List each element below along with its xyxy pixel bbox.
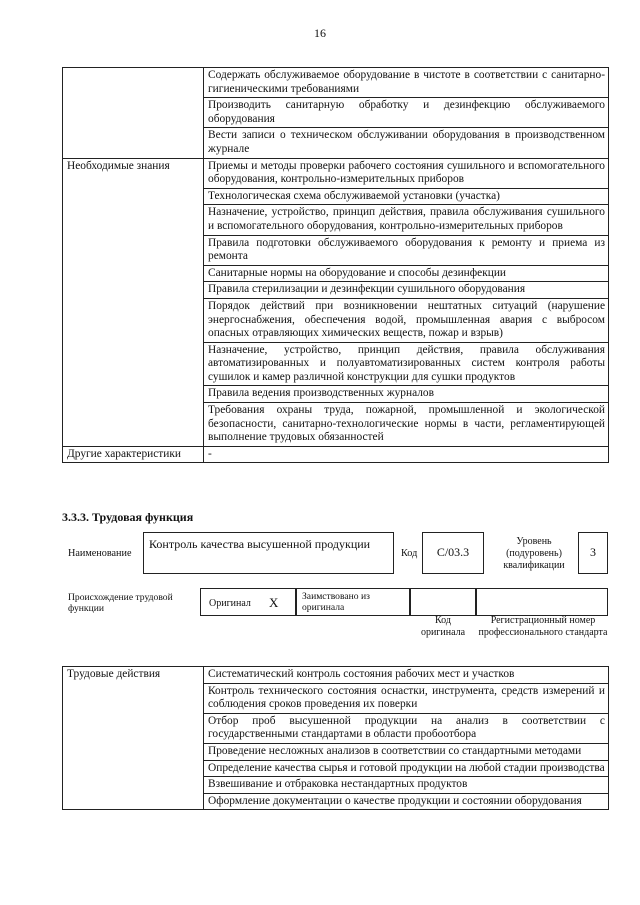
function-name-field: Контроль качества высушенной продукции [143, 532, 394, 574]
list-item: Порядок действий при возникновении нештатных ситуаций (нарушение энергоснабжения, обеспечения водой, промышленная авария с выбросом опасных отравляющих химических веществ, пожар и взрыв) [204, 298, 609, 342]
origin-code-caption: Код оригинала [420, 615, 466, 638]
list-item: Назначение, устройство, принцип действия, правила обслуживания автоматизированных и полуавтоматизированных систем контроля работы сушилок и камер различной конструкции для сушки продуктов [204, 342, 609, 386]
row-label-knowledge: Необходимые знания [63, 158, 204, 446]
original-cell [200, 588, 296, 616]
table-row [63, 446, 609, 463]
table-row [63, 68, 609, 98]
origin-label: Происхождение трудовой функции [68, 592, 173, 614]
code-label: Код [401, 548, 418, 559]
origin-code-cell [410, 588, 476, 616]
level-field: 3 [578, 532, 608, 574]
original-label: Оригинал [209, 598, 251, 609]
list-item: Содержать обслуживаемое оборудование в чистоте в соответствии с санитарно-гигиеническими требованиями [204, 68, 609, 98]
list-item: Приемы и методы проверки рабочего состояния сушильного и вспомогательного оборудования, контрольно-измерительных приборов [204, 158, 609, 188]
section-heading: 3.3.3. Трудовая функция [62, 510, 194, 524]
name-label: Наименование [68, 548, 132, 559]
list-item: Контроль технического состояния оснастки, инструмента, средств измерений и соблюдения сроков проведения их поверки [204, 683, 609, 713]
list-item: Проведение несложных анализов в соответствии со стандартными методами [204, 743, 609, 760]
table-row [63, 667, 609, 684]
level-label: Уровень (подуровень) квалификации [503, 536, 565, 571]
list-item: Правила подготовки обслуживаемого оборудования к ремонту и приема из ремонта [204, 235, 609, 265]
list-item: Требования охраны труда, пожарной, промышленной и экологической безопасности, санитарно-технологические нормы в части, регламентирующей выполнение трудовых обязанностей [204, 403, 609, 447]
borrowed-cell: Заимствовано из оригинала [296, 588, 410, 616]
knowledge-table [62, 67, 609, 463]
list-item: Взвешивание и отбраковка нестандартных продуктов [204, 777, 609, 794]
list-item: Технологическая схема обслуживаемой установки (участка) [204, 188, 609, 205]
list-item: Правила стерилизации и дезинфекции сушильного оборудования [204, 282, 609, 299]
reg-number-cell [476, 588, 608, 616]
code-field: С/03.3 [422, 532, 484, 574]
list-item: Отбор проб высушенной продукции на анализ в соответствии с государственными стандартами в области пробоотбора [204, 713, 609, 743]
page-number: 16 [314, 26, 326, 40]
row-label-other: Другие характеристики [63, 446, 204, 463]
list-item: Определение качества сырья и готовой продукции на любой стадии производства [204, 760, 609, 777]
row-label [63, 68, 204, 159]
labor-actions-table [62, 666, 609, 810]
list-item: - [204, 446, 609, 463]
list-item: Правила ведения производственных журналов [204, 386, 609, 403]
table-row [63, 158, 609, 188]
list-item: Вести записи о техническом обслуживании оборудования в производственном журнале [204, 128, 609, 158]
list-item: Систематический контроль состояния рабочих мест и участков [204, 667, 609, 684]
list-item: Санитарные нормы на оборудование и способы дезинфекции [204, 265, 609, 282]
list-item: Производить санитарную обработку и дезинфекцию обслуживаемого оборудования [204, 98, 609, 128]
original-mark: Х [269, 595, 279, 610]
reg-number-caption: Регистрационный номер профессионального стандарта [478, 615, 608, 638]
list-item: Оформление документации о качестве продукции и состоянии оборудования [204, 793, 609, 810]
list-item: Назначение, устройство, принцип действия, правила обслуживания сушильного и вспомогательного оборудования, контрольно-измерительных приборов [204, 205, 609, 235]
row-label-actions: Трудовые действия [63, 667, 204, 810]
